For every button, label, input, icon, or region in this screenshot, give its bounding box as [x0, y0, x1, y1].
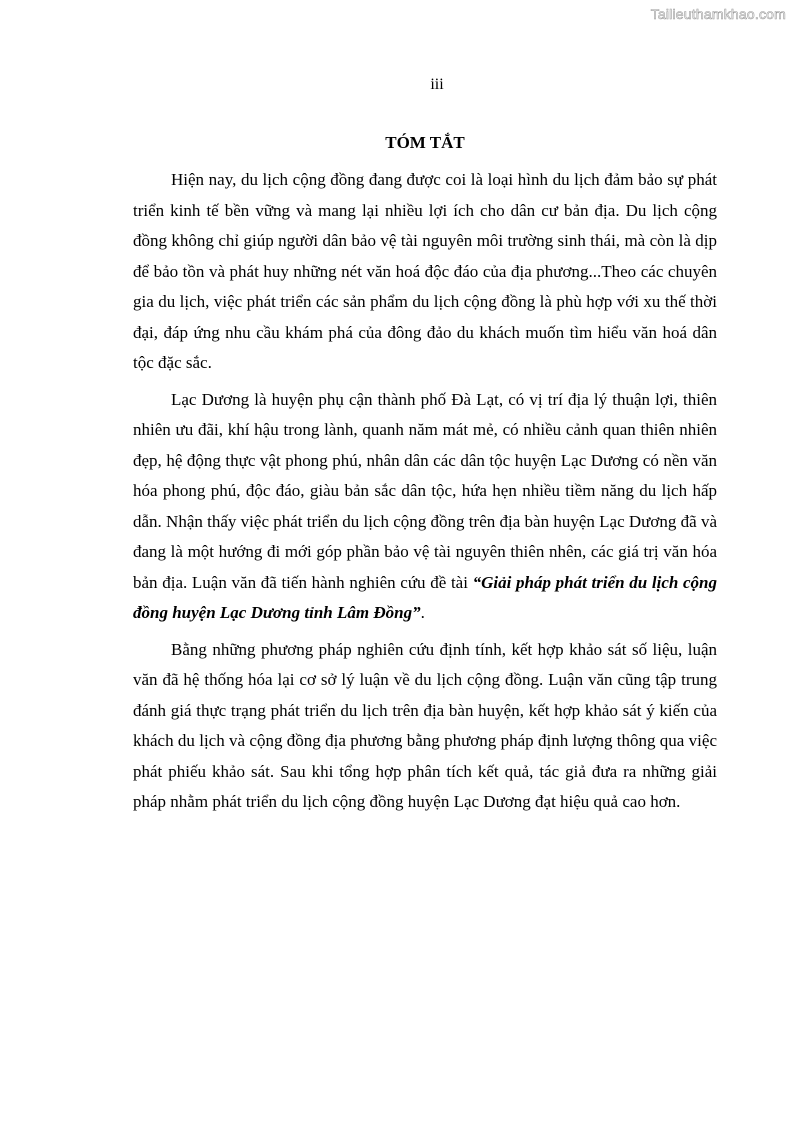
section-title: TÓM TẮT	[385, 133, 465, 152]
thesis-title-quote: “Giải pháp phát triển du lịch cộng đồng huyện Lạc Dương tỉnh Lâm Đồng”	[133, 572, 717, 622]
page-number: iii	[430, 76, 444, 93]
summary-paragraph-2	[133, 385, 717, 629]
paragraph-2-end: .	[420, 603, 425, 622]
summary-paragraph-1: Hiện nay, du lịch cộng đồng đang được coi là loại hình du lịch đảm bảo sự phát triển kinh tế bền vững và mang lại nhiều lợi ích cho dân cư bản địa. Du lịch cộng đồng không chỉ giúp người dân bảo vệ tài nguyên môi trường sinh thái, mà còn là dịp để bảo tồn và phát huy những nét văn hoá độc đáo của địa phương...Theo các chuyên gia du lịch, việc phát triển các sản phẩm du lịch cộng đồng là phù hợp với xu thế thời đại, đáp ứng nhu cầu khám phá của đông đảo du khách muốn tìm hiểu văn hoá dân tộc đặc sắc.	[133, 170, 717, 372]
paragraph-2-text: Lạc Dương là huyện phụ cận thành phố Đà Lạt, có vị trí địa lý thuận lợi, thiên nhiên ưu đãi, khí hậu trong lành, quanh năm mát mẻ, có nhiều cảnh quan thiên nhiên đẹp, hệ động thực vật phong phú, nhân dân các dân tộc huyện Lạc Dương có nền văn hóa phong phú, độc đáo, giàu bản sắc dân tộc, hứa hẹn nhiều tiềm năng du lịch hấp dẫn. Nhận thấy việc phát triển du lịch cộng đồng trên địa bàn huyện Lạc Dương đã và đang là một hướng đi mới góp phần bảo vệ tài nguyên thiên nhên, các giá trị văn hóa bản địa. Luận văn đã tiến hành nghiên cứu đề tài	[133, 389, 717, 592]
summary-body	[133, 165, 717, 824]
watermark-text: Tailieuthamkhao.com	[650, 6, 786, 22]
summary-paragraph-3: Bằng những phương pháp nghiên cứu định tính, kết hợp khảo sát số liệu, luận văn đã hệ thống hóa lại cơ sở lý luận về du lịch cộng đồng. Luận văn cũng tập trung đánh giá thực trạng phát triển du lịch trên địa bàn huyện, kết hợp khảo sát ý kiến của khách du lịch và cộng đồng địa phương bằng phương pháp định lượng thông qua việc phát phiếu khảo sát. Sau khi tổng hợp phân tích kết quả, tác giả đưa ra những giải pháp nhằm phát triển du lịch cộng đồng huyện Lạc Dương đạt hiệu quả cao hơn.	[133, 639, 717, 811]
